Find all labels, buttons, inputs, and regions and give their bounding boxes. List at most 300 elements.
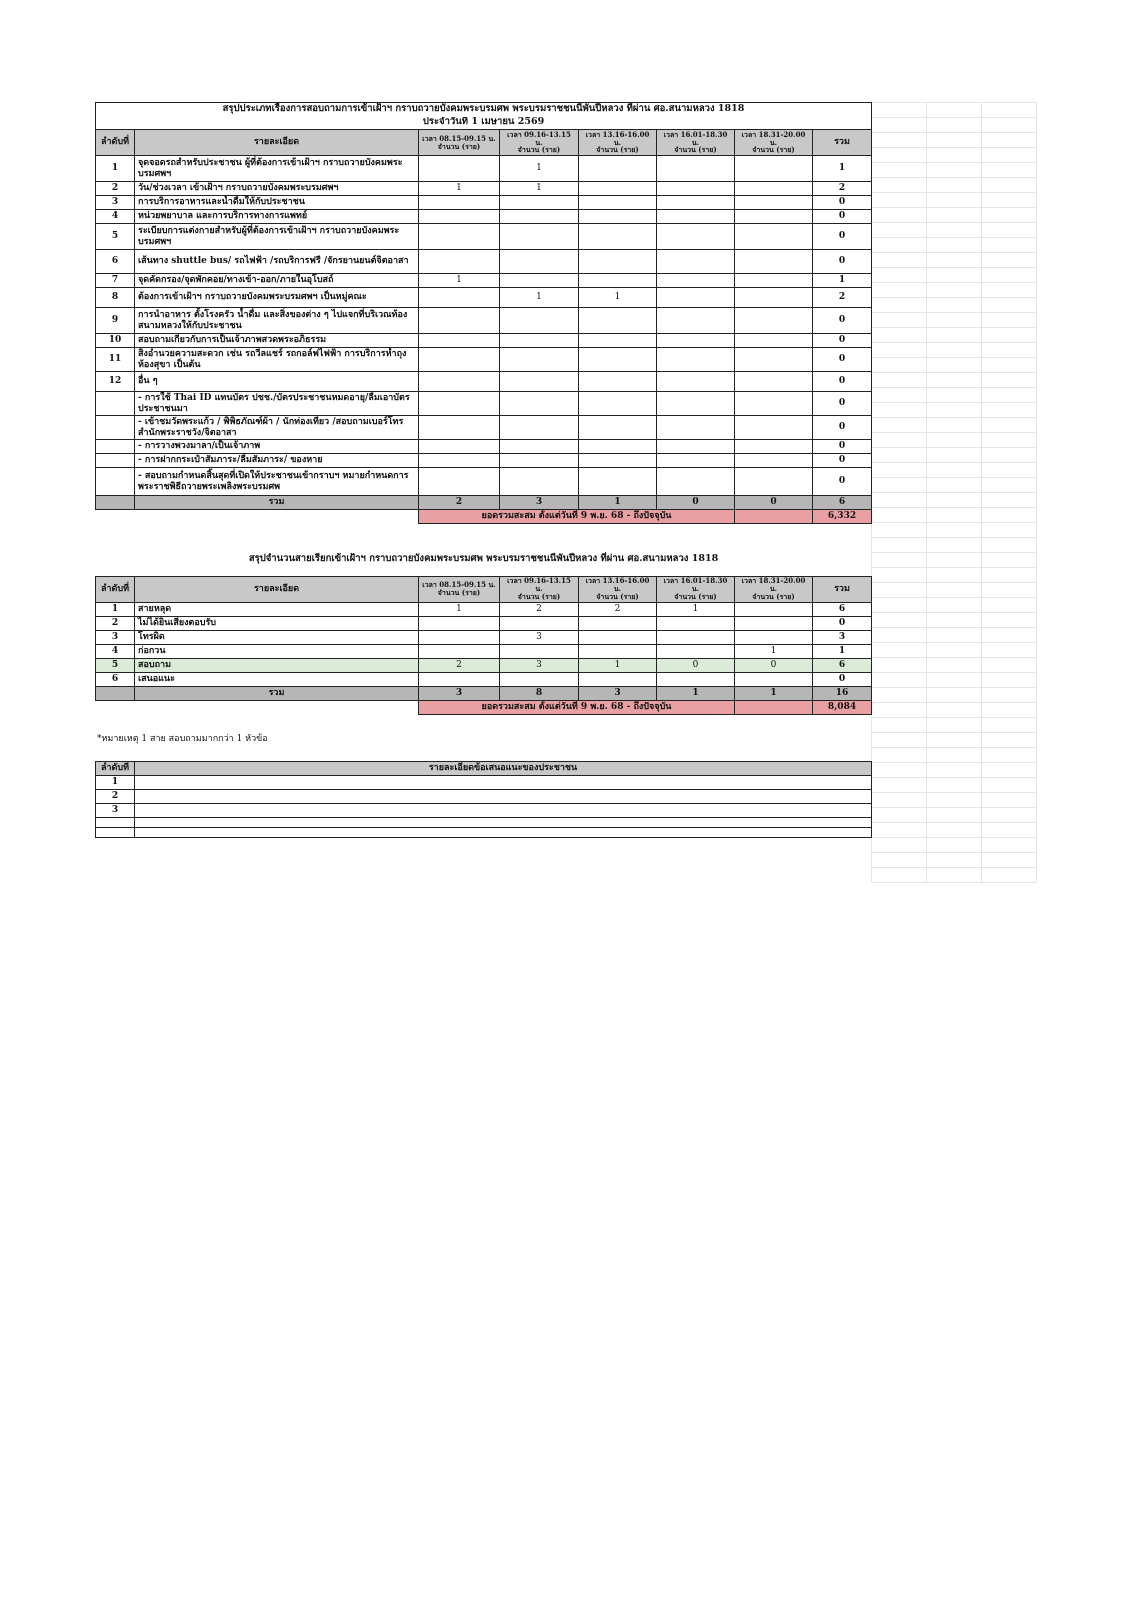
header-slot5: เวลา 18.31-20.00 น. จำนวน (ราย) bbox=[735, 130, 813, 156]
cell-s2 bbox=[500, 440, 579, 454]
cell-s5 bbox=[735, 630, 813, 644]
empty-cell bbox=[927, 763, 982, 778]
empty-cell bbox=[982, 658, 1037, 673]
empty-cell bbox=[982, 268, 1037, 283]
empty-cell bbox=[927, 538, 982, 553]
cell-detail: - การวางพวงมาลา/เป็นเจ้าภาพ bbox=[135, 440, 419, 454]
cell-s1: 1 bbox=[419, 602, 500, 616]
cell-total: 0 bbox=[813, 454, 872, 468]
empty-cell bbox=[927, 298, 982, 313]
empty-cell bbox=[927, 598, 982, 613]
cell-s4 bbox=[657, 182, 735, 196]
cell-s1 bbox=[419, 250, 500, 274]
empty-cell bbox=[927, 673, 982, 688]
sum-label: รวม bbox=[135, 496, 419, 510]
cell-detail: โทรผิด bbox=[135, 630, 419, 644]
empty-cell bbox=[872, 223, 927, 238]
empty-cell bbox=[927, 403, 982, 418]
empty-cell bbox=[927, 133, 982, 148]
header-slot2: เวลา 09.16-13.15 น. จำนวน (ราย) bbox=[500, 576, 579, 602]
cell-no bbox=[96, 817, 135, 827]
empty-cell bbox=[927, 148, 982, 163]
cell-s2 bbox=[500, 334, 579, 348]
cell-s1 bbox=[419, 392, 500, 416]
cumulative-total: 6,332 bbox=[813, 510, 872, 524]
sum-total: 6 bbox=[813, 496, 872, 510]
empty-cell bbox=[927, 778, 982, 793]
empty-cell bbox=[927, 463, 982, 478]
cell-total: 0 bbox=[813, 334, 872, 348]
empty-cell bbox=[872, 133, 927, 148]
cell-detail: สิ่งอำนวยความสะดวก เช่น รถวีลแชร์ รถกอล์ฟไฟฟ้า การบริการห้ำถุง ห้องสุขา เป็นต้น bbox=[135, 348, 419, 372]
cell-detail: วัน/ช่วงเวลา เข้าเฝ้าฯ กราบถวายบังคมพระบรมศพฯ bbox=[135, 182, 419, 196]
cell-s4 bbox=[657, 196, 735, 210]
empty-cell bbox=[872, 418, 927, 433]
report1-subtitle: ประจำวันที่ 1 เมษายน 2569 bbox=[96, 117, 872, 130]
cumulative-label: ยอดรวมสะสม ตั้งแต่วันที่ 9 พ.ย. 68 - ถึงปัจจุบัน bbox=[419, 510, 735, 524]
cell-s5: 1 bbox=[735, 644, 813, 658]
empty-cell bbox=[982, 628, 1037, 643]
cell-total: 2 bbox=[813, 288, 872, 308]
table-row bbox=[96, 468, 872, 496]
empty-cell bbox=[872, 403, 927, 418]
cell-s4 bbox=[657, 416, 735, 440]
cell-s2: 3 bbox=[500, 658, 579, 672]
cell-total: 0 bbox=[813, 616, 872, 630]
empty-cell bbox=[982, 343, 1037, 358]
empty-cell bbox=[982, 133, 1037, 148]
empty-cell bbox=[872, 718, 927, 733]
empty-cell bbox=[982, 598, 1037, 613]
cell-s5 bbox=[735, 308, 813, 334]
empty-cell bbox=[982, 808, 1037, 823]
cell-s2 bbox=[500, 644, 579, 658]
cell-detail: สอบถาม bbox=[135, 658, 419, 672]
empty-cell bbox=[927, 208, 982, 223]
empty-cell bbox=[872, 853, 927, 868]
cell-s1 bbox=[419, 372, 500, 392]
cell-no: 8 bbox=[96, 288, 135, 308]
table-row bbox=[96, 789, 872, 803]
empty-cell bbox=[927, 238, 982, 253]
cell-s3: 1 bbox=[579, 288, 657, 308]
cell-no: 4 bbox=[96, 644, 135, 658]
cell-detail: - การฝากกระเป๋าสัมภาระ/ลืมสัมภาระ/ ของหาย bbox=[135, 454, 419, 468]
sum-s2: 8 bbox=[500, 686, 579, 700]
empty-cell bbox=[982, 748, 1037, 763]
cell-total: 3 bbox=[813, 630, 872, 644]
cell-s2 bbox=[500, 468, 579, 496]
cell-detail: เส้นทาง shuttle bus/ รถไฟฟ้า /รถบริการฟรี /จักรยานยนต์จิตอาสา bbox=[135, 250, 419, 274]
empty-cell bbox=[872, 583, 927, 598]
empty-cell bbox=[872, 493, 927, 508]
empty-cell bbox=[872, 688, 927, 703]
cell-s5 bbox=[735, 274, 813, 288]
cell-total: 0 bbox=[813, 196, 872, 210]
cell-s3 bbox=[579, 250, 657, 274]
cell-s1: 1 bbox=[419, 182, 500, 196]
empty-cell bbox=[982, 223, 1037, 238]
cell-detail: - สอบถามกำหนดสิ้นสุดที่เปิดให้ประชาชนเข้ากราบฯ หมายกำหนดการ พระราชพิธีถวายพระเพลิงพระบรมศพ bbox=[135, 468, 419, 496]
empty-cell bbox=[982, 283, 1037, 298]
empty-cell bbox=[872, 178, 927, 193]
empty-cell bbox=[872, 658, 927, 673]
cell-s4 bbox=[657, 288, 735, 308]
cell-s3 bbox=[579, 224, 657, 250]
empty-cell bbox=[872, 163, 927, 178]
empty-cell bbox=[927, 118, 982, 133]
cell-total: 1 bbox=[813, 644, 872, 658]
table-row bbox=[96, 416, 872, 440]
cell-no: 6 bbox=[96, 672, 135, 686]
cell-s5 bbox=[735, 616, 813, 630]
cell-total: 2 bbox=[813, 182, 872, 196]
cell-detail: สอบถามเกี่ยวกับการเป็นเจ้าภาพสวดพระอภิธรรม bbox=[135, 334, 419, 348]
spacer bbox=[95, 524, 872, 552]
empty-cell bbox=[872, 748, 927, 763]
cell-s1 bbox=[419, 468, 500, 496]
cell-s5 bbox=[735, 602, 813, 616]
empty-cell bbox=[927, 853, 982, 868]
empty-cell bbox=[872, 538, 927, 553]
empty-cell bbox=[982, 448, 1037, 463]
cell-s3 bbox=[579, 454, 657, 468]
cell-s2 bbox=[500, 250, 579, 274]
empty-cell bbox=[982, 778, 1037, 793]
inquiry-type-table bbox=[95, 102, 872, 524]
empty-cell bbox=[872, 673, 927, 688]
cell-no: 5 bbox=[96, 224, 135, 250]
header-no: ลำดับที่ bbox=[96, 130, 135, 156]
empty-cell bbox=[982, 178, 1037, 193]
cell-total: 1 bbox=[813, 274, 872, 288]
cell-s3 bbox=[579, 182, 657, 196]
empty-cell bbox=[927, 613, 982, 628]
cell-s3 bbox=[579, 308, 657, 334]
empty-cell bbox=[982, 118, 1037, 133]
table-row bbox=[96, 644, 872, 658]
cell-s5 bbox=[735, 210, 813, 224]
cell-s2 bbox=[500, 672, 579, 686]
empty-cell bbox=[872, 733, 927, 748]
cell-detail: ต้องการเข้าเฝ้าฯ กราบถวายบังคมพระบรมศพฯ เป็นหมู่คณะ bbox=[135, 288, 419, 308]
cell-total: 0 bbox=[813, 224, 872, 250]
cell-detail: การนำอาหาร ตั้งโรงครัว น้ำดื่ม และสิ่งของต่าง ๆ ไปแจกที่บริเวณท้องสนามหลวงให้กับประชาชน bbox=[135, 308, 419, 334]
cell-no: 3 bbox=[96, 196, 135, 210]
cell-suggestion bbox=[135, 789, 872, 803]
empty-cell bbox=[982, 823, 1037, 838]
cell-s2 bbox=[500, 616, 579, 630]
empty-cell bbox=[982, 553, 1037, 568]
empty-cell bbox=[872, 643, 927, 658]
empty-cell bbox=[872, 808, 927, 823]
cell-s2 bbox=[500, 372, 579, 392]
sum-s5: 0 bbox=[735, 496, 813, 510]
cell-s5 bbox=[735, 392, 813, 416]
cell-no: 11 bbox=[96, 348, 135, 372]
empty-cell bbox=[872, 568, 927, 583]
cell-total: 6 bbox=[813, 602, 872, 616]
empty-cell bbox=[982, 418, 1037, 433]
empty-cell bbox=[927, 163, 982, 178]
report2-title: สรุปจำนวนสายเรียกเข้าเฝ้าฯ กราบถวายบังคมพระบรมศพ พระบรมราชชนนีพันปีหลวง ที่ผ่าน ศอ.สนามหลวง 1818 bbox=[248, 552, 719, 564]
sum-s2: 3 bbox=[500, 496, 579, 510]
cell-s4 bbox=[657, 440, 735, 454]
empty-cell bbox=[872, 868, 927, 883]
empty-cell bbox=[927, 793, 982, 808]
empty-cell bbox=[872, 373, 927, 388]
cell-s2: 1 bbox=[500, 156, 579, 182]
suggestion-table bbox=[95, 761, 872, 838]
table-row bbox=[96, 817, 872, 827]
report1-rows bbox=[96, 156, 872, 496]
cell-detail: จุดคัดกรอง/จุดพักคอย/ทางเข้า-ออก/ภายในอุโบสถ์ bbox=[135, 274, 419, 288]
sum-s4: 1 bbox=[657, 686, 735, 700]
table-row bbox=[96, 250, 872, 274]
cell-detail: - การใช้ Thai ID แทนบัตร ปชช./บัตรประชาชนหมดอายุ/ลืมเอาบัตรประชาชนมา bbox=[135, 392, 419, 416]
empty-cell bbox=[927, 268, 982, 283]
cell-s2 bbox=[500, 392, 579, 416]
cell-no: 3 bbox=[96, 630, 135, 644]
table-row bbox=[96, 334, 872, 348]
cell-total: 0 bbox=[813, 308, 872, 334]
cell-s3 bbox=[579, 468, 657, 496]
empty-cell bbox=[872, 433, 927, 448]
cell-s4 bbox=[657, 616, 735, 630]
table-row bbox=[96, 196, 872, 210]
empty-cell bbox=[872, 298, 927, 313]
cell-detail: - เข้าชมวัดพระแก้ว / พิพิธภัณฑ์ผ้า / นักท่องเที่ยว /สอบถามเบอร์โทรสำนักพระราชวัง/จิตอาสา bbox=[135, 416, 419, 440]
cell-s3 bbox=[579, 630, 657, 644]
cumulative-total: 8,084 bbox=[813, 700, 872, 714]
empty-cell bbox=[982, 433, 1037, 448]
cell-no: 2 bbox=[96, 616, 135, 630]
cell-s4 bbox=[657, 372, 735, 392]
sum-total: 16 bbox=[813, 686, 872, 700]
cell-detail: ระเบียบการแต่งกายสำหรับผู้ที่ต้องการเข้าเฝ้าฯ กราบถวายบังคมพระบรมศพฯ bbox=[135, 224, 419, 250]
empty-cell bbox=[927, 868, 982, 883]
empty-cell bbox=[927, 823, 982, 838]
empty-cell bbox=[872, 118, 927, 133]
empty-cell bbox=[982, 523, 1037, 538]
sum-s1: 2 bbox=[419, 496, 500, 510]
cell-s2 bbox=[500, 224, 579, 250]
header-slot3: เวลา 13.16-16.00 น. จำนวน (ราย) bbox=[579, 130, 657, 156]
cell-no: 5 bbox=[96, 658, 135, 672]
empty-cell bbox=[982, 148, 1037, 163]
cell-s2 bbox=[500, 308, 579, 334]
table-row bbox=[96, 630, 872, 644]
empty-cell bbox=[927, 718, 982, 733]
empty-cell bbox=[872, 193, 927, 208]
empty-cell bbox=[927, 688, 982, 703]
cell-s3 bbox=[579, 644, 657, 658]
empty-cell bbox=[927, 808, 982, 823]
table-row bbox=[96, 288, 872, 308]
table-row bbox=[96, 602, 872, 616]
cell-s2 bbox=[500, 210, 579, 224]
cell-s2 bbox=[500, 348, 579, 372]
table-row bbox=[96, 440, 872, 454]
header-detail: รายละเอียด bbox=[135, 130, 419, 156]
empty-cell bbox=[927, 553, 982, 568]
table-row bbox=[96, 672, 872, 686]
cell-no: 1 bbox=[96, 156, 135, 182]
table-row bbox=[96, 348, 872, 372]
cell-total: 0 bbox=[813, 440, 872, 454]
empty-cell bbox=[927, 448, 982, 463]
empty-cell bbox=[872, 313, 927, 328]
cell-no: 4 bbox=[96, 210, 135, 224]
cell-s3: 2 bbox=[579, 602, 657, 616]
cell-s3 bbox=[579, 392, 657, 416]
empty-cell bbox=[872, 328, 927, 343]
cell-s2: 3 bbox=[500, 630, 579, 644]
cell-s1 bbox=[419, 348, 500, 372]
cell-no bbox=[96, 468, 135, 496]
empty-cell bbox=[927, 478, 982, 493]
empty-cell bbox=[982, 238, 1037, 253]
cell-s4 bbox=[657, 348, 735, 372]
empty-cell bbox=[982, 643, 1037, 658]
empty-cell bbox=[927, 253, 982, 268]
empty-cell bbox=[927, 388, 982, 403]
cell-s3 bbox=[579, 196, 657, 210]
cell-no bbox=[96, 440, 135, 454]
cell-no: 1 bbox=[96, 602, 135, 616]
cell-no: 2 bbox=[96, 182, 135, 196]
cell-s5 bbox=[735, 334, 813, 348]
cell-s4: 1 bbox=[657, 602, 735, 616]
empty-cell bbox=[927, 703, 982, 718]
empty-cell bbox=[872, 793, 927, 808]
empty-cell bbox=[872, 358, 927, 373]
table-row bbox=[96, 224, 872, 250]
empty-cell bbox=[872, 703, 927, 718]
empty-cell bbox=[982, 868, 1037, 883]
empty-cell bbox=[927, 508, 982, 523]
cell-s3 bbox=[579, 440, 657, 454]
cell-s4 bbox=[657, 672, 735, 686]
header-detail: รายละเอียด bbox=[135, 576, 419, 602]
empty-cell bbox=[872, 613, 927, 628]
cell-s5 bbox=[735, 224, 813, 250]
empty-cell bbox=[927, 283, 982, 298]
empty-cell bbox=[927, 103, 982, 118]
cell-s1 bbox=[419, 308, 500, 334]
empty-cell bbox=[872, 508, 927, 523]
cell-no bbox=[96, 827, 135, 837]
empty-cell bbox=[982, 493, 1037, 508]
cell-s1 bbox=[419, 440, 500, 454]
cell-no bbox=[96, 392, 135, 416]
cell-s2: 2 bbox=[500, 602, 579, 616]
empty-cell bbox=[927, 568, 982, 583]
empty-cell bbox=[982, 463, 1037, 478]
empty-cell bbox=[927, 583, 982, 598]
table-row bbox=[96, 210, 872, 224]
cell-s1 bbox=[419, 644, 500, 658]
sum-s5: 1 bbox=[735, 686, 813, 700]
cell-s4 bbox=[657, 308, 735, 334]
cell-detail: เสนอแนะ bbox=[135, 672, 419, 686]
empty-cell bbox=[982, 733, 1037, 748]
cell-s1 bbox=[419, 196, 500, 210]
cell-s1 bbox=[419, 630, 500, 644]
cell-s3: 1 bbox=[579, 658, 657, 672]
empty-cell bbox=[982, 358, 1037, 373]
cell-suggestion bbox=[135, 827, 872, 837]
empty-cell bbox=[982, 403, 1037, 418]
empty-cell bbox=[927, 433, 982, 448]
empty-cell bbox=[872, 238, 927, 253]
empty-cell bbox=[927, 343, 982, 358]
table-row bbox=[96, 775, 872, 789]
cell-s4: 0 bbox=[657, 658, 735, 672]
cell-s3 bbox=[579, 274, 657, 288]
empty-cell bbox=[927, 193, 982, 208]
empty-cell bbox=[927, 658, 982, 673]
empty-cell bbox=[982, 673, 1037, 688]
cell-detail: สายหลุด bbox=[135, 602, 419, 616]
report-sheet bbox=[95, 102, 872, 838]
cell-no bbox=[96, 416, 135, 440]
empty-cell bbox=[872, 823, 927, 838]
empty-cell bbox=[982, 103, 1037, 118]
empty-cell bbox=[982, 793, 1037, 808]
cell-s5 bbox=[735, 372, 813, 392]
cell-s3 bbox=[579, 348, 657, 372]
empty-cell bbox=[927, 523, 982, 538]
cell-s4 bbox=[657, 334, 735, 348]
footnote: *หมายเหตุ 1 สาย สอบถามมากกว่า 1 หัวข้อ bbox=[97, 733, 268, 744]
report3-rows bbox=[96, 775, 872, 837]
cell-s4 bbox=[657, 644, 735, 658]
cell-no bbox=[96, 454, 135, 468]
empty-cell bbox=[872, 208, 927, 223]
header-slot3: เวลา 13.16-16.00 น. จำนวน (ราย) bbox=[579, 576, 657, 602]
empty-cell bbox=[982, 583, 1037, 598]
empty-cell bbox=[927, 838, 982, 853]
table-row bbox=[96, 827, 872, 837]
cell-s3 bbox=[579, 616, 657, 630]
cell-s1 bbox=[419, 616, 500, 630]
cell-detail: หน่วยพยาบาล และการบริการทางการแพทย์ bbox=[135, 210, 419, 224]
empty-cell bbox=[982, 613, 1037, 628]
empty-cell bbox=[982, 703, 1037, 718]
cell-detail: ไม่ได้ยินเสียงตอบรับ bbox=[135, 616, 419, 630]
cell-s4 bbox=[657, 454, 735, 468]
cell-total: 0 bbox=[813, 348, 872, 372]
empty-cell bbox=[982, 388, 1037, 403]
empty-cell bbox=[982, 538, 1037, 553]
cell-s5 bbox=[735, 250, 813, 274]
cell-s5 bbox=[735, 348, 813, 372]
empty-cell bbox=[927, 493, 982, 508]
sum-s4: 0 bbox=[657, 496, 735, 510]
empty-cell bbox=[927, 178, 982, 193]
cell-detail: จุดจอดรถสำหรับประชาชน ผู้ที่ต้องการเข้าเฝ้าฯ กราบถวายบังคมพระบรมศพฯ bbox=[135, 156, 419, 182]
empty-cell bbox=[982, 298, 1037, 313]
empty-cell bbox=[872, 838, 927, 853]
empty-cell bbox=[872, 388, 927, 403]
cell-s3 bbox=[579, 672, 657, 686]
empty-cell bbox=[982, 838, 1037, 853]
cell-s1 bbox=[419, 334, 500, 348]
table-row bbox=[96, 372, 872, 392]
cell-s2: 1 bbox=[500, 182, 579, 196]
header-no: ลำดับที่ bbox=[96, 761, 135, 775]
